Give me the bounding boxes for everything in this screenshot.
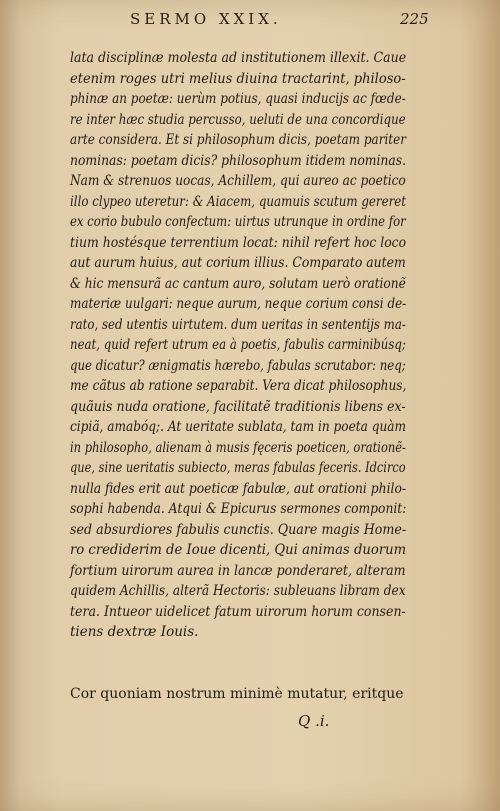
text-line: que, sine ueritatis subiecto, meras fabulas feceris. Idcirco	[70, 460, 406, 476]
text-line: & hic mensurã ac cantum auro, solutam uerò orationẽ	[70, 275, 406, 292]
text-line: etenim roges utri melius diuina tractarint, philoso-	[70, 70, 406, 87]
text-line: illo clypeo uteretur: & Aiacem, quamuis scutum gereret	[70, 193, 407, 210]
text-line: arte considera. Et si philosophum dicis, poetam pariter	[70, 132, 406, 148]
text-line: quãuis nuda oratione, facilitatẽ traditionis libens ex-	[70, 398, 406, 415]
body-text	[70, 48, 406, 643]
text-line: materiæ uulgari: neque aurum, neque corium consi de-	[70, 296, 407, 312]
text-line: lata disciplinæ molesta ad institutionem illexit. Caue	[70, 50, 407, 66]
text-line: tiens dextræ Iouis.	[70, 624, 199, 640]
text-line: Nam & strenuos uocas, Achillem, qui aureo ac poetico	[70, 173, 406, 189]
text-line: re inter hæc studia percusso, ueluti de una concordique	[70, 111, 406, 128]
text-line: me cãtus ab ratione separabit. Vera dicat philosophus,	[70, 378, 407, 394]
text-line: sed absurdiores fabulis cunctis. Quare magis Home-	[70, 521, 407, 538]
page-header	[0, 10, 500, 34]
text-line: phinæ an poetæ: uerùm potius, quasi inducijs ac fœde-	[70, 91, 406, 107]
text-line: cipiã, amabóq;. At ueritate sublata, tam in poeta quàm	[70, 419, 407, 435]
text-line: que dicatur? ænigmatis hærebo, fabulas scrutabor: neq;	[70, 357, 406, 374]
text-line: nominas: poetam dicis? philosophum itidem nominas.	[70, 152, 407, 169]
text-line: nulla fides erit aut poeticæ fabulæ, aut orationi philo-	[70, 480, 407, 497]
text-line: tera. Intueor uidelicet fatum uirorum horum consen-	[70, 603, 406, 620]
verse-line: Cor quoniam nostrum minimè mutatur, eritque	[70, 686, 404, 702]
text-line: tium hostésque terrentium locat: nihil refert hoc loco	[70, 234, 407, 251]
text-line: quidem Achillis, alterã Hectoris: subleuans libram dex	[70, 583, 406, 599]
text-line: sophi habenda. Atqui & Epicurus sermones componit:	[70, 501, 407, 517]
signature-mark: Q .i.	[298, 712, 330, 730]
text-line: aut aurum huius, aut corium illius. Comparato autem	[70, 255, 406, 271]
text-line: ex corio bubulo confectum: uirtus utrunque in ordine for	[70, 214, 406, 230]
text-line: neat, quid refert utrum ea à poetis, fabulis carminibúsq;	[70, 337, 406, 353]
text-line: ro crediderim de Ioue dicenti, Qui animas duorum	[70, 542, 407, 558]
text-line: rato, sed utentis uirtutem. dum ueritas in sententijs ma-	[70, 316, 406, 333]
text-line: fortium uirorum aurea in lancæ ponderaret, alteram	[70, 562, 406, 579]
page-number: 225	[400, 10, 429, 28]
text-line: in philosopho, alienam à musis fęceris poeticen, orationẽ-	[70, 439, 406, 456]
running-head: SERMO XXIX.	[130, 10, 282, 28]
